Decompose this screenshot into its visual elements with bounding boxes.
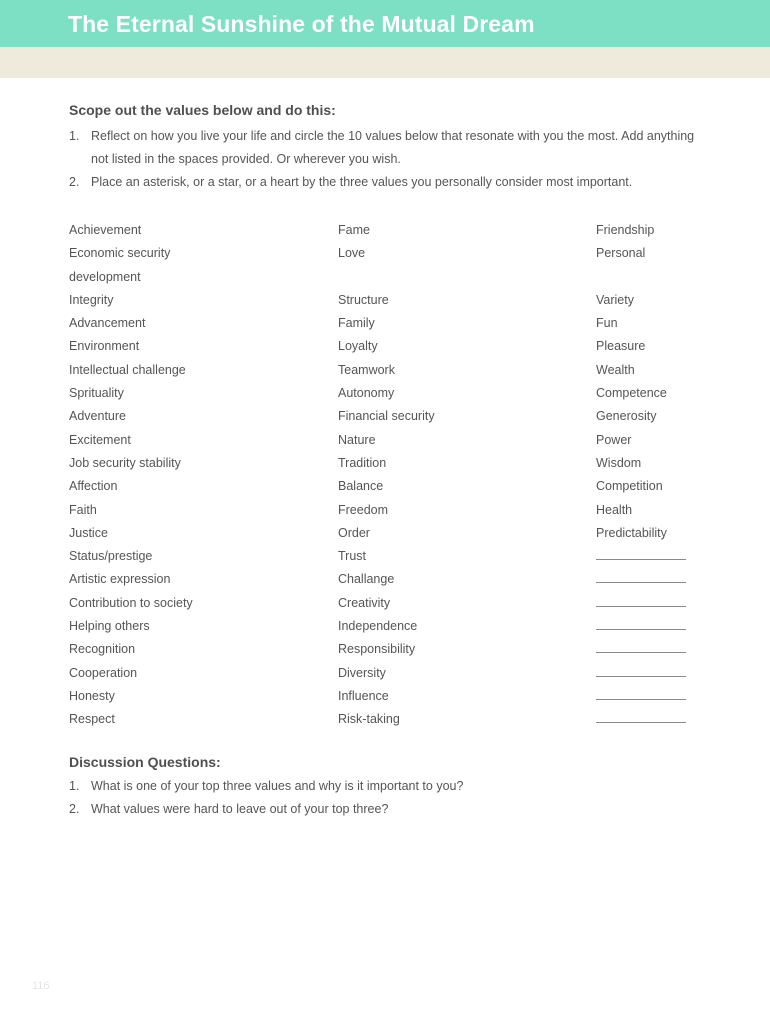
value-item: Friendship bbox=[596, 223, 655, 237]
value-item: Pleasure bbox=[596, 339, 646, 354]
value-item: Helping others bbox=[69, 619, 150, 634]
value-item: Integrity bbox=[69, 292, 114, 307]
values-column-2 bbox=[338, 219, 435, 732]
discussion-list bbox=[69, 775, 463, 821]
value-item: development bbox=[69, 269, 141, 284]
value-item: Order bbox=[338, 525, 370, 540]
value-item: Tradition bbox=[338, 455, 387, 470]
blank-line[interactable] bbox=[596, 606, 686, 607]
value-item: Power bbox=[596, 432, 632, 447]
value-item: Freedom bbox=[338, 502, 389, 517]
page-title: The Eternal Sunshine of the Mutual Dream bbox=[68, 11, 535, 37]
value-item: Honesty bbox=[69, 688, 115, 703]
value-item: Sprituality bbox=[69, 386, 124, 401]
value-item: Responsibility bbox=[338, 642, 416, 657]
page-number: 116 bbox=[32, 980, 50, 992]
value-item: Loyalty bbox=[338, 339, 378, 354]
value-item: Contribution to society bbox=[69, 595, 193, 610]
value-item: Creativity bbox=[338, 595, 391, 610]
value-item: Financial security bbox=[338, 409, 435, 424]
discussion-text: What values were hard to leave out of your top three? bbox=[91, 802, 389, 816]
value-item: Achievement bbox=[69, 223, 142, 237]
discussion-item bbox=[69, 775, 463, 798]
value-item: Faith bbox=[69, 502, 97, 517]
value-item: Justice bbox=[69, 525, 108, 540]
value-item: Affection bbox=[69, 479, 118, 494]
value-item: Variety bbox=[596, 292, 634, 307]
instruction-number: 2. bbox=[69, 175, 80, 189]
discussion-heading: Discussion Questions: bbox=[69, 754, 221, 770]
value-item: Teamwork bbox=[338, 362, 395, 377]
blank-line[interactable] bbox=[596, 652, 686, 653]
value-item: Fun bbox=[596, 316, 618, 331]
value-item: Excitement bbox=[69, 432, 131, 447]
discussion-number: 1. bbox=[69, 779, 80, 793]
value-item: Independence bbox=[338, 619, 418, 634]
title-bar bbox=[0, 0, 770, 47]
value-item: Health bbox=[596, 502, 633, 517]
value-item: Artistic expression bbox=[69, 572, 171, 587]
values-column-1 bbox=[69, 219, 193, 732]
value-item: Influence bbox=[338, 688, 389, 703]
discussion-text: What is one of your top three values and why is it important to you? bbox=[91, 779, 464, 793]
value-item: Wealth bbox=[596, 362, 635, 377]
value-item: Structure bbox=[338, 292, 389, 307]
value-item: Recognition bbox=[69, 642, 136, 657]
value-item: Fame bbox=[338, 223, 370, 237]
instruction-item bbox=[69, 125, 709, 171]
value-item: Competition bbox=[596, 479, 663, 494]
value-item bbox=[338, 266, 435, 289]
value-item: Wisdom bbox=[596, 455, 642, 470]
instruction-text: Place an asterisk, or a star, or a heart by the three values you personally consider most important. bbox=[91, 175, 633, 189]
value-item: Trust bbox=[338, 549, 367, 564]
value-item: Diversity bbox=[338, 665, 386, 680]
header-band bbox=[0, 47, 770, 78]
values-column-3 bbox=[596, 219, 667, 545]
value-item: Personal bbox=[596, 246, 646, 261]
blank-line[interactable] bbox=[596, 582, 686, 583]
value-item: Balance bbox=[338, 479, 384, 494]
value-item: Economic security bbox=[69, 246, 171, 261]
instruction-number: 1. bbox=[69, 129, 80, 143]
value-item: Advancement bbox=[69, 316, 146, 331]
value-item: Cooperation bbox=[69, 665, 138, 680]
value-item: Respect bbox=[69, 712, 115, 727]
value-item: Love bbox=[338, 246, 366, 261]
instructions-list bbox=[69, 125, 709, 194]
blank-line[interactable] bbox=[596, 559, 686, 560]
value-item: Risk-taking bbox=[338, 712, 400, 727]
instruction-item bbox=[69, 171, 709, 194]
value-item: Intellectual challenge bbox=[69, 362, 186, 377]
value-item: Challange bbox=[338, 572, 395, 587]
value-item bbox=[596, 266, 667, 289]
value-item: Competence bbox=[596, 386, 667, 401]
value-item: Generosity bbox=[596, 409, 657, 424]
value-item: Adventure bbox=[69, 409, 126, 424]
blank-line[interactable] bbox=[596, 629, 686, 630]
discussion-number: 2. bbox=[69, 802, 80, 816]
discussion-item bbox=[69, 798, 463, 821]
instruction-text: Reflect on how you live your life and circle the 10 values below that resonate with you the most. Add anything not listed in the spaces provided. Or wherever you wish. bbox=[91, 129, 695, 166]
value-item: Environment bbox=[69, 339, 140, 354]
blank-line[interactable] bbox=[596, 722, 686, 723]
blank-line[interactable] bbox=[596, 676, 686, 677]
value-item: Nature bbox=[338, 432, 376, 447]
value-item: Predictability bbox=[596, 525, 667, 540]
value-item: Status/prestige bbox=[69, 549, 153, 564]
blank-line[interactable] bbox=[596, 699, 686, 700]
instructions-heading: Scope out the values below and do this: bbox=[69, 102, 336, 118]
value-item: Job security stability bbox=[69, 455, 181, 470]
value-item: Autonomy bbox=[338, 386, 395, 401]
value-item: Family bbox=[338, 316, 375, 331]
